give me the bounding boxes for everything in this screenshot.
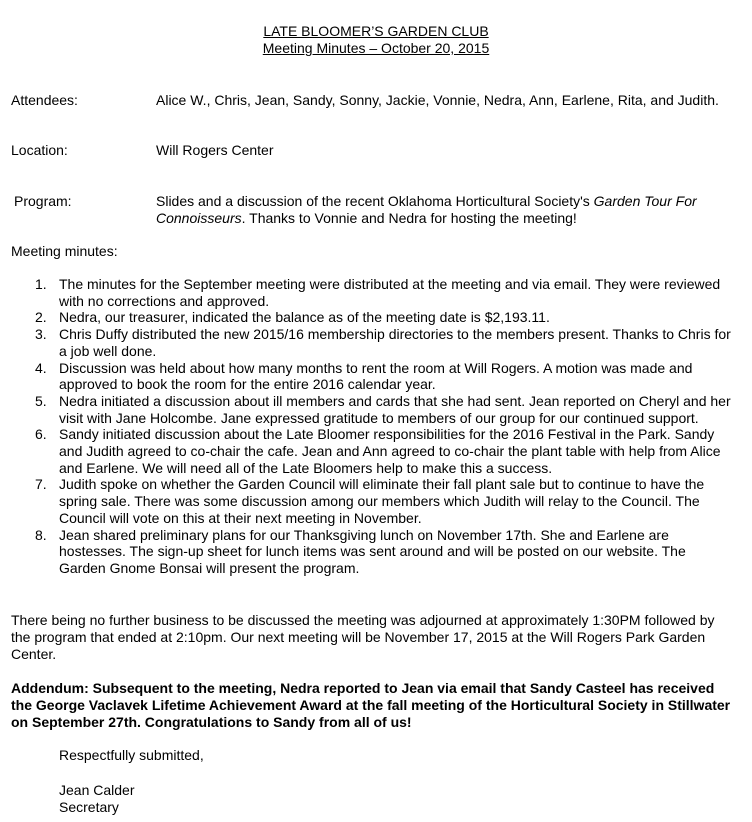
item-number: 3. [35, 326, 47, 343]
minutes-label: Meeting minutes: [11, 243, 118, 259]
item-number: 6. [35, 426, 47, 443]
list-item [11, 426, 731, 476]
program-text-suffix: . Thanks to Vonnie and Nedra for hosting the meeting! [241, 210, 577, 226]
club-title: LATE BLOOMER’S GARDEN CLUB [263, 23, 489, 39]
item-text: Discussion was held about how many months to rent the room at Will Rogers. A motion was made and approved to book the room for the entire 2016 calendar year. [59, 359, 693, 393]
item-text: Chris Duffy distributed the new 2015/16 membership directories to the members present. Thanks to Chris for a job well done. [59, 326, 731, 359]
item-number: 8. [35, 526, 47, 543]
closing-paragraph: There being no further business to be discussed the meeting was adjourned at approximately 1:30PM followed by the program that ended at 2:10pm. Our next meeting will be November 17, 2015 at the Will Rogers Park Garden Center. [11, 612, 715, 662]
item-text: Judith spoke on whether the Garden Council will eliminate their fall plant sale but to continue to have the spring sale. There was some discussion among our members which Judith will relay to the Council. The Council will vote on this at their next meeting in November. [59, 476, 705, 526]
location-value: Will Rogers Center [156, 142, 274, 158]
addendum-paragraph: Addendum: Subsequent to the meeting, Nedra reported to Jean via email that Sandy Casteel has received the George Vaclavek Lifetime Achievement Award at the fall meeting of the Horticultural Society in Stillwater on September 27th. Congratulations to Sandy from all of us! [11, 680, 731, 730]
list-item [11, 527, 731, 577]
minutes-list [11, 276, 731, 577]
item-text: Sandy initiated discussion about the Late Bloomer responsibilities for the 2016 Festival in the Park. Sandy and Judith agreed to co-chair the cafe. Jean and Ann agreed to co-chair the plant table with help from Alice and Earlene. We will need all of the Late Bloomers help to make this a success. [59, 426, 721, 476]
item-number: 2. [35, 309, 47, 326]
list-item [11, 393, 731, 426]
signer-name: Jean Calder [59, 782, 135, 798]
attendees-label: Attendees: [11, 92, 78, 108]
list-item [11, 476, 731, 526]
program-tour-title: Garden Tour For Connoisseurs [156, 193, 697, 226]
item-number: 4. [35, 359, 47, 376]
item-text: Nedra initiated a discussion about ill members and cards that she had sent. Jean reported on Cheryl and her visit with Jane Holcombe. Jane expressed gratitude to members of our group for our continued support. [59, 392, 731, 426]
program-value [156, 193, 731, 227]
list-item [11, 360, 731, 393]
signer-role: Secretary [59, 799, 119, 815]
minutes-date-title: Meeting Minutes – October 20, 2015 [262, 40, 490, 56]
program-label: Program: [14, 193, 72, 209]
program-text-prefix: Slides and a discussion of the recent Oklahoma Horticultural Society's [156, 193, 594, 209]
list-item [11, 309, 731, 326]
document-header [0, 23, 752, 57]
item-text: Jean shared preliminary plans for our Thanksgiving lunch on November 17th. She and Earlene are hostesses. The sign-up sheet for lunch items was sent around and will be posted on our website. The Garden Gnome Bonsai will present the program. [59, 526, 686, 576]
attendees-value: Alice W., Chris, Jean, Sandy, Sonny, Jackie, Vonnie, Nedra, Ann, Earlene, Rita, and Judith. [156, 92, 719, 108]
item-number: 7. [35, 476, 47, 493]
list-item [11, 276, 731, 309]
location-label: Location: [11, 142, 68, 158]
item-text: Nedra, our treasurer, indicated the balance as of the meeting date is $2,193.11. [59, 309, 550, 326]
item-text: The minutes for the September meeting were distributed at the meeting and via email. They were reviewed with no corrections and approved. [59, 276, 721, 309]
list-item [11, 326, 731, 359]
item-number: 1. [35, 276, 47, 292]
item-number: 5. [35, 392, 47, 409]
sign-off: Respectfully submitted, [59, 747, 204, 763]
